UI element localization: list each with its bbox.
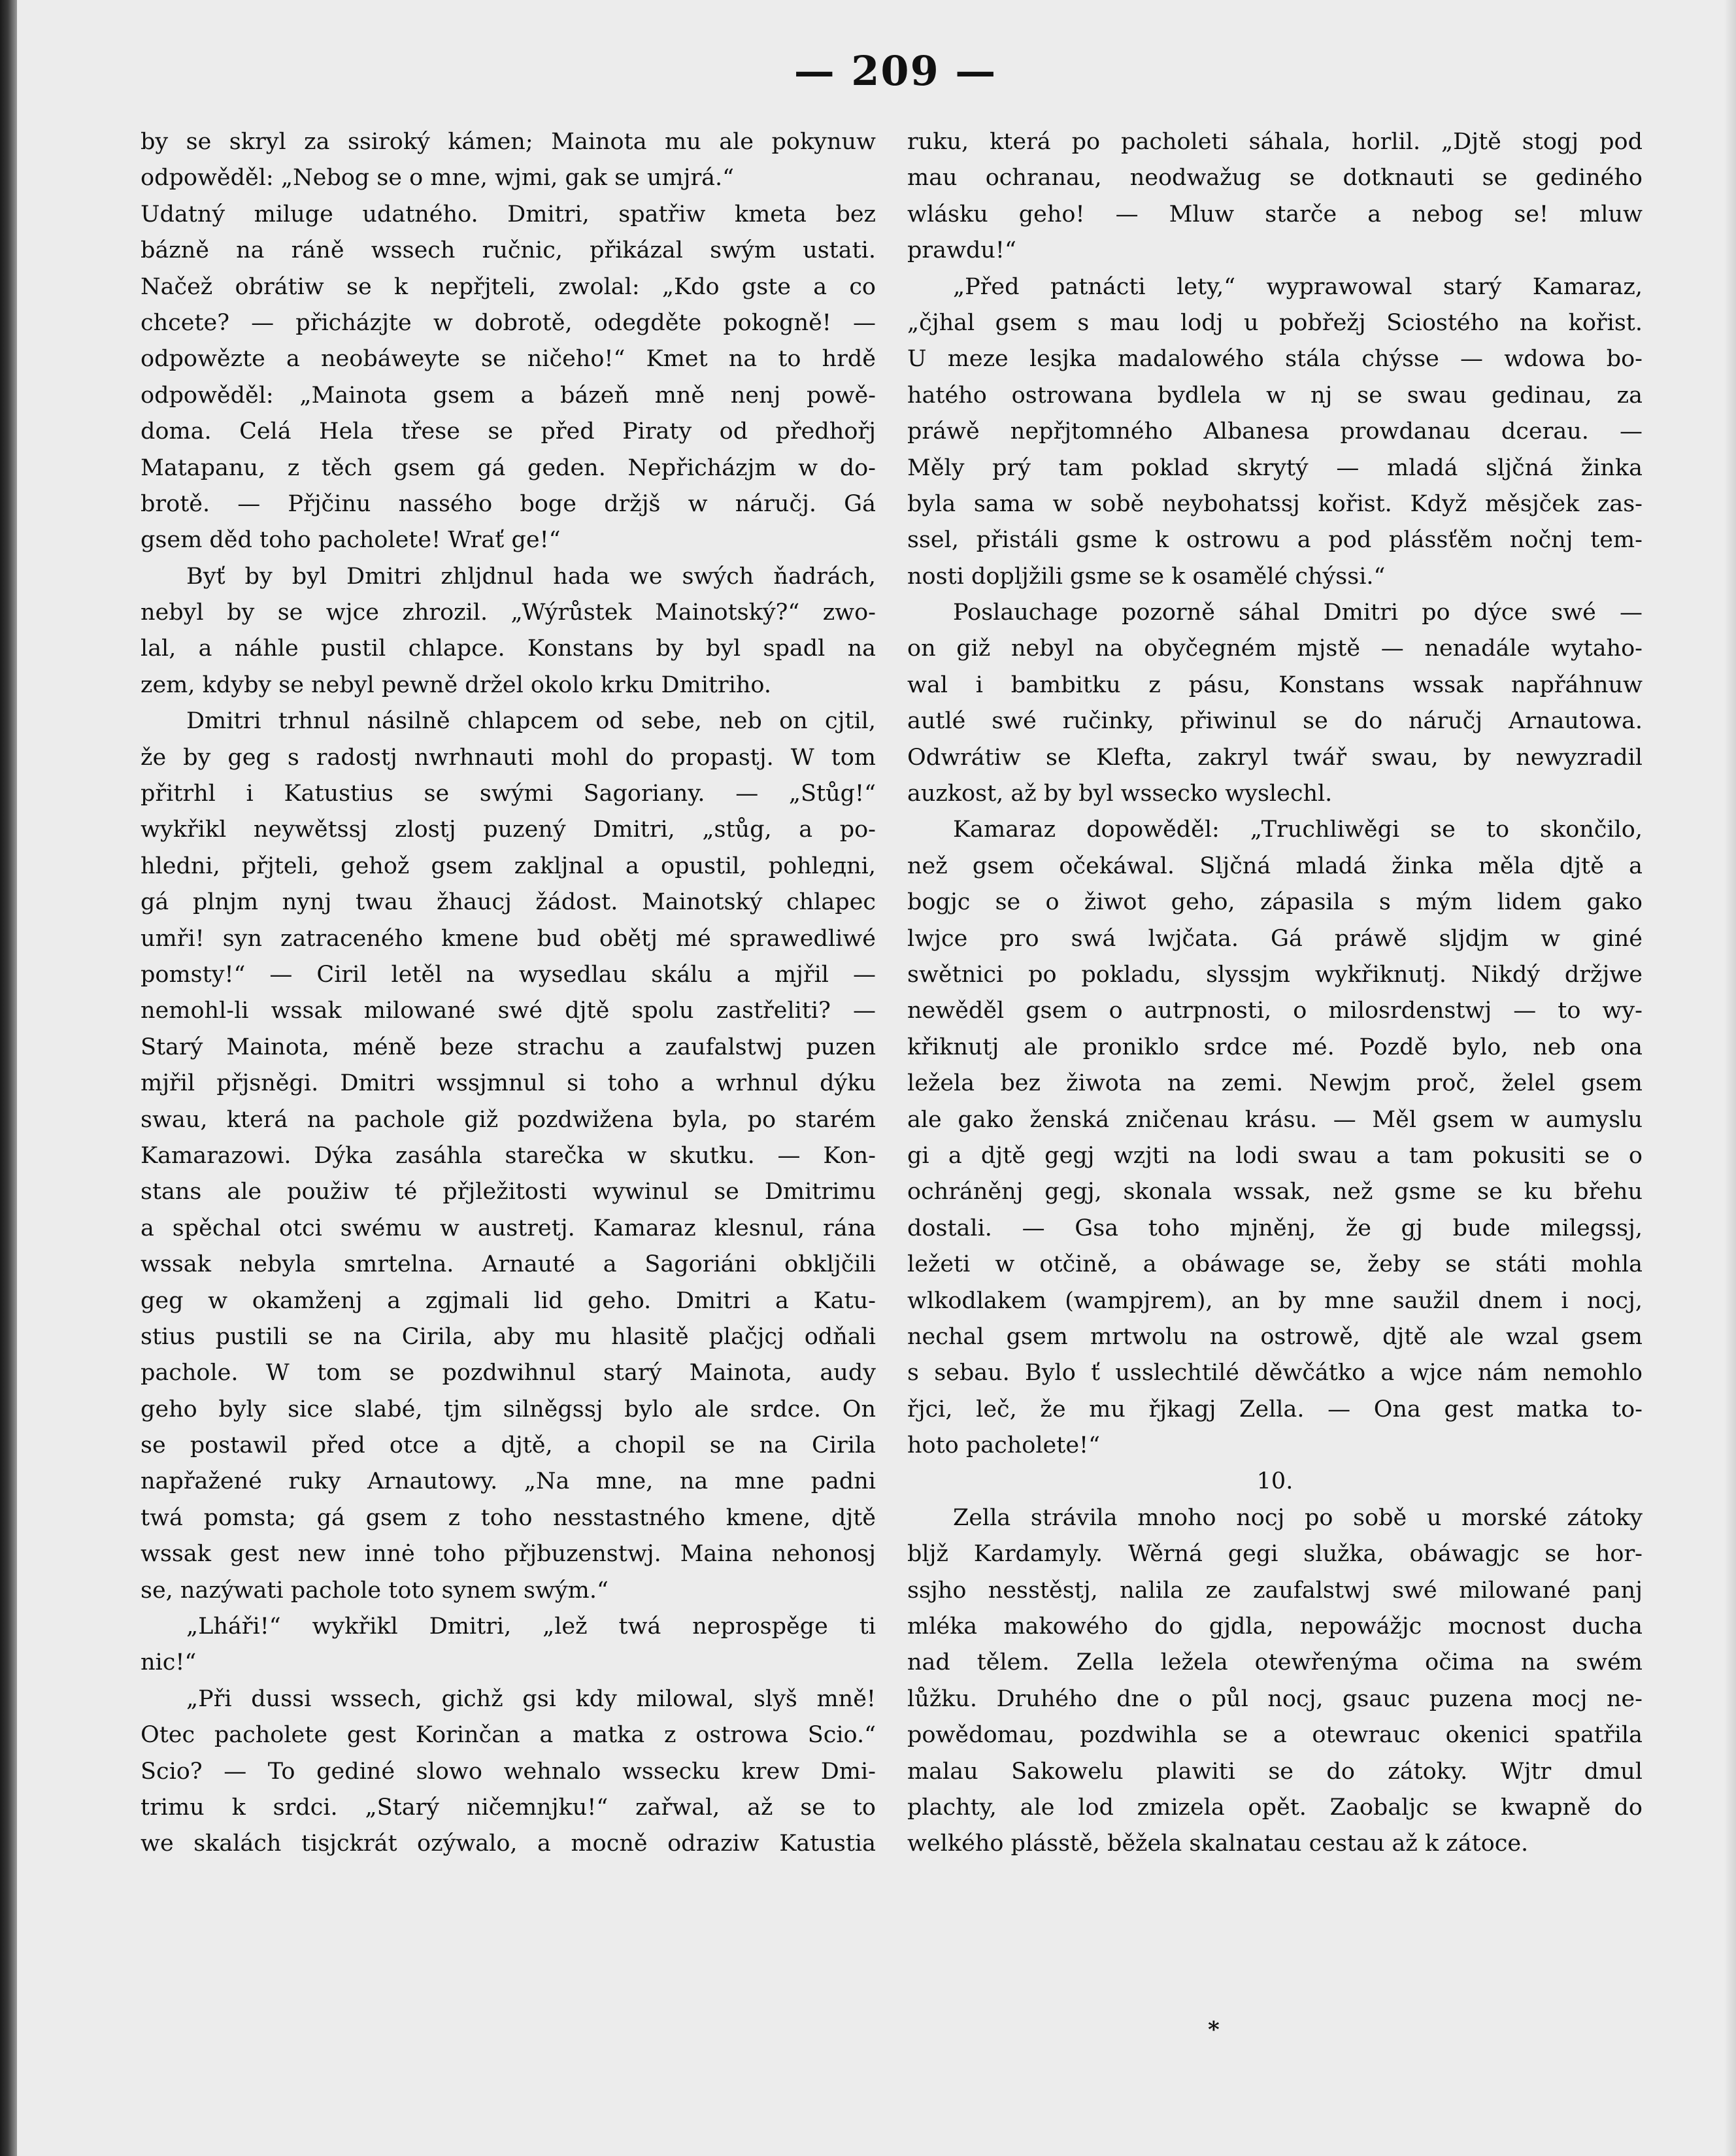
text-line: odpowěděl: „Mainota gsem a bázeň mně nenj powě- xyxy=(141,382,876,409)
text-line: welkého plásstě, běžela skalnatau cestau až k zátoce. xyxy=(907,1830,1529,1857)
text-line: we skalách tisjckrát ozýwalo, a mocně odraziw Katustia xyxy=(141,1830,876,1857)
text-line: odpowězte a neobáweyte se ničeho!“ Kmet na to hrdě xyxy=(141,346,876,373)
footnote-mark: * xyxy=(1208,2017,1220,2043)
text-line: bázně na ráně wssech ručnic, přikázal swým ustati. xyxy=(141,237,876,264)
text-line: prawdu!“ xyxy=(907,237,1016,264)
text-line: plachty, ale lod zmizela opět. Zaobaljc se kwapně do xyxy=(907,1794,1643,1821)
text-line: ležeti w otčině, a obáwage se, žeby se státi mohla xyxy=(907,1251,1643,1278)
text-line: U meze lesjka madalowého stála chýsse — wdowa bo- xyxy=(907,346,1643,373)
text-line: chcete? — přicházjte w dobrotě, odegděte pokogně! — xyxy=(141,309,876,336)
section-heading: 10. xyxy=(1256,1468,1294,1495)
text-line: lůžku. Druhého dne o půl nocj, gsauc puzena mocj ne- xyxy=(907,1685,1643,1712)
text-line: wlásku geho! — Mluw starče a nebog se! mluw xyxy=(907,201,1643,227)
text-line: malau Sakowelu plawiti se do zátoky. Wjtr dmul xyxy=(907,1758,1643,1785)
text-line: wykřikl neywětssj zlostj puzený Dmitri, „stůg, a po- xyxy=(141,817,876,843)
text-line: Měly prý tam poklad skrytý — mladá sljčná žinka xyxy=(907,454,1643,481)
text-line: newěděl gsem o autrpnosti, o milosrdenstwj — to wy- xyxy=(907,998,1643,1024)
text-line: řjci, leč, že mu řjkagj Zella. — Ona gest matka to- xyxy=(907,1396,1643,1423)
text-line: „Lháři!“ wykřikl Dmitri, „lež twá neprospěge ti xyxy=(186,1613,876,1640)
text-line: wssak gest new innė toho přjbuzenstwj. Maina nehonosj xyxy=(141,1541,876,1568)
text-line: ssjho nesstěstj, nalila ze zaufalstwj swé milowané panj xyxy=(907,1577,1643,1604)
text-line: Odwrátiw se Klefta, zakryl twář swau, by newyzradil xyxy=(907,744,1643,771)
text-line: bogjc se o žiwot geho, zápasila s mým lidem gako xyxy=(907,889,1643,916)
text-line: Udatný miluge udatného. Dmitri, spatřiw kmeta bez xyxy=(141,201,876,227)
text-line: ochráněnj gegj, skonala wssak, než gsme se ku břehu xyxy=(907,1179,1643,1205)
text-line: stius pustili se na Cirila, aby mu hlasitě plačjcj odňali xyxy=(141,1323,876,1350)
text-line: hoto pacholete!“ xyxy=(907,1432,1101,1459)
text-line: zem, kdyby se nebyl pewně držel okolo krku Dmitriho. xyxy=(141,671,772,698)
text-line: geg w okamženj a zgjmali lid geho. Dmitri a Katu- xyxy=(141,1287,876,1314)
text-line: hatého ostrowana bydlela w nj se swau gedinau, za xyxy=(907,382,1643,409)
text-line: se postawil před otce a djtě, a chopil se na Cirila xyxy=(141,1432,876,1459)
text-line: Kamaraz dopowěděl: „Truchliwěgi se to skončilo, xyxy=(953,817,1643,843)
text-line: ssel, přistáli gsme k ostrowu a pod plássťěm nočnj tem- xyxy=(907,527,1643,554)
text-line: byla sama w sobě neybohatssj kořist. Když měsjček zas- xyxy=(907,490,1643,517)
text-line: ruku, která po pacholeti sáhala, horlil. „Djtě stogj pod xyxy=(907,129,1643,155)
text-line: se, nazýwati pachole toto synem swým.“ xyxy=(141,1577,609,1604)
text-line: Matapanu, z těch gsem gá geden. Nepřicházjm w do- xyxy=(141,454,876,481)
text-line: nechal gsem mrtwolu na ostrowě, djtě ale wzal gsem xyxy=(907,1323,1643,1350)
text-line: odpowěděl: „Nebog se o mne, wjmi, gak se umjrá.“ xyxy=(141,165,735,192)
text-line: mau ochranau, neodwažug se dotknauti se gediného xyxy=(907,165,1643,192)
text-line: gsem děd toho pacholete! Wrať ge!“ xyxy=(141,527,561,554)
right-text-column xyxy=(907,124,1643,1862)
text-line: Otec pacholete gest Korinčan a matka z ostrowa Scio.“ xyxy=(141,1722,876,1749)
text-line: Starý Mainota, méně beze strachu a zaufalstwj puzen xyxy=(141,1034,876,1060)
text-line: přitrhl i Katustius se swými Sagoriany. — „Stůg!“ xyxy=(141,781,876,807)
text-line: geho byly sice slabé, tjm silněgssj bylo ale srdce. On xyxy=(141,1396,876,1423)
text-line: Scio? — To gediné slowo wehnalo wssecku krew Dmi- xyxy=(141,1758,876,1785)
text-line: umři! syn zatraceného kmene bud obětj mé sprawedliwé xyxy=(141,925,876,952)
text-line: lwjce pro swá lwjčata. Gá práwě sljdjm w giné xyxy=(907,925,1643,952)
text-line: ležela bez žiwota na zemi. Newjm proč, želel gsem xyxy=(907,1070,1643,1097)
left-text-column xyxy=(141,124,876,1862)
text-line: on giž nebyl na obyčegném mjstě — nenadále wytaho- xyxy=(907,635,1643,662)
text-line: „Před patnácti lety,“ wyprawowal starý Kamaraz, xyxy=(953,273,1643,300)
text-line: doma. Celá Hela třese se před Piraty od předhořj xyxy=(141,418,876,445)
text-line: mjřil přjsněgi. Dmitri wssjmnul si toho a wrhnul dýku xyxy=(141,1070,876,1097)
text-line: s sebau. Bylo ť usslechtilé děwčátko a wjce nám nemohlo xyxy=(907,1360,1643,1387)
text-line: hledni, přjteli, gehož gsem zaklјnal a opustil, pohlедni, xyxy=(141,852,876,879)
text-line: práwě nepřjtomného Albanesa prowdanau dcerau. — xyxy=(907,418,1643,445)
text-line: trimu k srdci. „Starý ničemnjku!“ zařwal, až se to xyxy=(141,1794,876,1821)
page-edge xyxy=(1724,0,1736,2156)
text-line: „Při dussi wssech, gichž gsi kdy milowal, slyš mně! xyxy=(186,1685,876,1712)
text-line: bljž Kardamyly. Wěrná gegi služka, obáwagjc se hor- xyxy=(907,1541,1643,1568)
text-line: „čjhal gsem s mau lodj u pobřežj Sciostého na kořist. xyxy=(907,309,1643,336)
text-line: Poslauchage pozorně sáhal Dmitri po dýce swé — xyxy=(953,599,1643,626)
text-line: by se skryl za ssiroký kámen; Mainota mu ale pokynuw xyxy=(141,129,876,155)
text-line: že by geg s radostj nwrhnauti mohl do propastj. W tom xyxy=(141,744,876,771)
text-line: stans ale použiw té přjležitosti wywinul se Dmitrimu xyxy=(141,1179,876,1205)
text-line: gi a djtě gegj wzjti na lodi swau a tam pokusiti se o xyxy=(907,1142,1643,1169)
text-line: Byť by byl Dmitri zhljdnul hada we swých ňadrách, xyxy=(186,563,876,590)
text-line: gá plnjm nynj twau žhaucj žádost. Mainotský chlapec xyxy=(141,889,876,916)
text-line: Načež obrátiw se k nepřjteli, zwolal: „Kdo gste a co xyxy=(141,273,876,300)
text-line: Dmitri trhnul násilně chlapcem od sebe, neb on cjtil, xyxy=(186,708,876,735)
text-line: autlé swé ručinky, přiwinul se do náručj Arnautowa. xyxy=(907,708,1643,735)
text-line: pachole. W tom se pozdwihnul starý Mainota, audy xyxy=(141,1360,876,1387)
text-line: mléka makowého do gjdla, nepowážjc mocnost ducha xyxy=(907,1613,1643,1640)
text-line: křiknutj ale proniklo srdce mé. Pozdě bylo, neb ona xyxy=(907,1034,1643,1060)
text-line: Zella strávila mnoho nocj po sobě u morské zátoky xyxy=(953,1504,1643,1531)
text-line: brotě. — Přjčinu nassého boge držjš w náručj. Gá xyxy=(141,490,876,517)
text-line: nemohl-li wssak milowané swé djtě spolu zastřeliti? — xyxy=(141,998,876,1024)
text-line: nosti doplјžili gsme se k osamělé chýssi.“ xyxy=(907,563,1386,590)
text-line: wssak nebyla smrtelna. Arnauté a Sagoriáni obkljčili xyxy=(141,1251,876,1278)
text-line: pomsty!“ — Ciril letěl na wysedlau skálu a mjřil — xyxy=(141,961,876,988)
text-line: Kamarazowi. Dýka zasáhla starečka w skutku. — Kon- xyxy=(141,1142,876,1169)
text-line: swau, která na pachole giž pozdwižena byla, po starém xyxy=(141,1106,876,1133)
page-number: — 209 — xyxy=(793,47,997,95)
text-line: twá pomsta; gá gsem z toho nesstastného kmene, djtě xyxy=(141,1504,876,1531)
text-line: nebyl by se wjce zhrozil. „Wýrůstek Mainotský?“ zwo- xyxy=(141,599,876,626)
text-line: wal i bambitku z pásu, Konstans wssak napřáhnuw xyxy=(907,671,1643,698)
text-line: powědomau, pozdwihla se a otewrauc okenici spatřila xyxy=(907,1722,1643,1749)
text-line: dostali. — Gsa toho mjněnj, že gj bude milegssj, xyxy=(907,1215,1643,1241)
text-line: lal, a náhle pustil chlapce. Konstans by byl spadl na xyxy=(141,635,876,662)
text-line: a spěchal otci swému w austretj. Kamaraz klesnul, rána xyxy=(141,1215,876,1241)
text-line: napřažené ruky Arnautowy. „Na mne, na mne padni xyxy=(141,1468,876,1495)
text-line: nic!“ xyxy=(141,1649,197,1676)
text-line: auzkost, až by byl wssecko wyslechl. xyxy=(907,781,1333,807)
book-spine-shadow xyxy=(0,0,17,2156)
text-line: swětnici po pokladu, slyssjm wykřiknutj. Nikdý držjwe xyxy=(907,961,1643,988)
text-line: nad tělem. Zella ležela otewřenýma očima na swém xyxy=(907,1649,1643,1676)
text-line: wlkodlakem (wampjrem), an by mne saužil dnem i nocj, xyxy=(907,1287,1643,1314)
text-line: než gsem očekáwal. Sljčná mladá žinka měla djtě a xyxy=(907,852,1643,879)
text-line: ale gako ženská zničenau krásu. — Měl gsem w aumyslu xyxy=(907,1106,1643,1133)
